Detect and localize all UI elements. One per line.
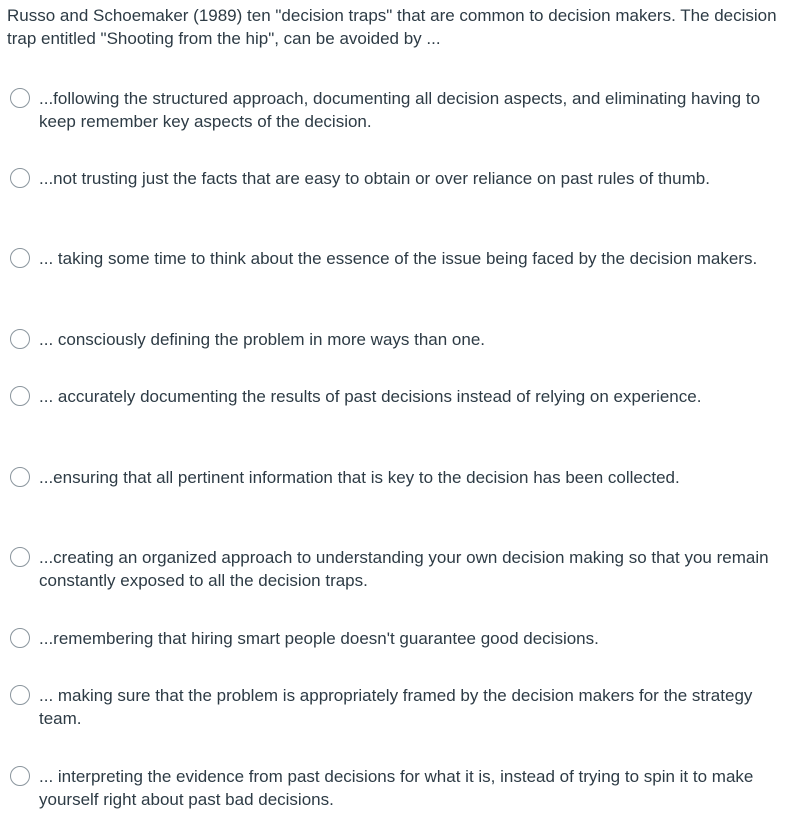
answer-option-label: ...creating an organized approach to understanding your own decision making so that you remain constantly exposed to all the decision traps. xyxy=(39,548,769,590)
answer-option-label: ... taking some time to think about the essence of the issue being faced by the decision makers. xyxy=(39,249,758,268)
radio-button[interactable] xyxy=(10,467,30,487)
answer-option-5[interactable] xyxy=(10,385,800,408)
radio-button[interactable] xyxy=(10,88,30,108)
radio-button[interactable] xyxy=(10,628,30,648)
question-text: Russo and Schoemaker (1989) ten "decision traps" that are common to decision makers. The decision trap entitled "Shooting from the hip", can be avoided by ... xyxy=(7,6,777,48)
answer-option-4[interactable] xyxy=(10,328,800,351)
radio-button[interactable] xyxy=(10,329,30,349)
radio-button[interactable] xyxy=(10,168,30,188)
radio-button[interactable] xyxy=(10,386,30,406)
answer-option-label: ... accurately documenting the results of past decisions instead of relying on experience. xyxy=(39,387,702,406)
answer-option-10[interactable] xyxy=(10,765,800,811)
answer-option-label: ... making sure that the problem is appropriately framed by the decision makers for the strategy team. xyxy=(39,686,753,728)
answer-option-label: ... interpreting the evidence from past decisions for what it is, instead of trying to spin it to make yourself right about past bad decisions. xyxy=(39,767,754,809)
answer-option-9[interactable] xyxy=(10,684,800,730)
answer-option-8[interactable] xyxy=(10,627,800,650)
answer-option-2[interactable] xyxy=(10,167,800,190)
radio-button[interactable] xyxy=(10,766,30,786)
radio-button[interactable] xyxy=(10,547,30,567)
answer-option-label: ... consciously defining the problem in more ways than one. xyxy=(39,330,486,349)
radio-button[interactable] xyxy=(10,248,30,268)
answer-option-6[interactable] xyxy=(10,466,800,489)
answer-option-label: ...not trusting just the facts that are easy to obtain or over reliance on past rules of thumb. xyxy=(39,169,710,188)
answer-option-label: ...ensuring that all pertinent information that is key to the decision has been collected. xyxy=(39,468,680,487)
answer-option-label: ...remembering that hiring smart people doesn't guarantee good decisions. xyxy=(39,629,599,648)
answer-option-3[interactable] xyxy=(10,247,800,270)
answer-option-1[interactable] xyxy=(10,87,800,133)
answer-option-7[interactable] xyxy=(10,546,800,592)
radio-button[interactable] xyxy=(10,685,30,705)
answer-option-label: ...following the structured approach, documenting all decision aspects, and eliminating having to keep remember key aspects of the decision. xyxy=(39,89,761,131)
